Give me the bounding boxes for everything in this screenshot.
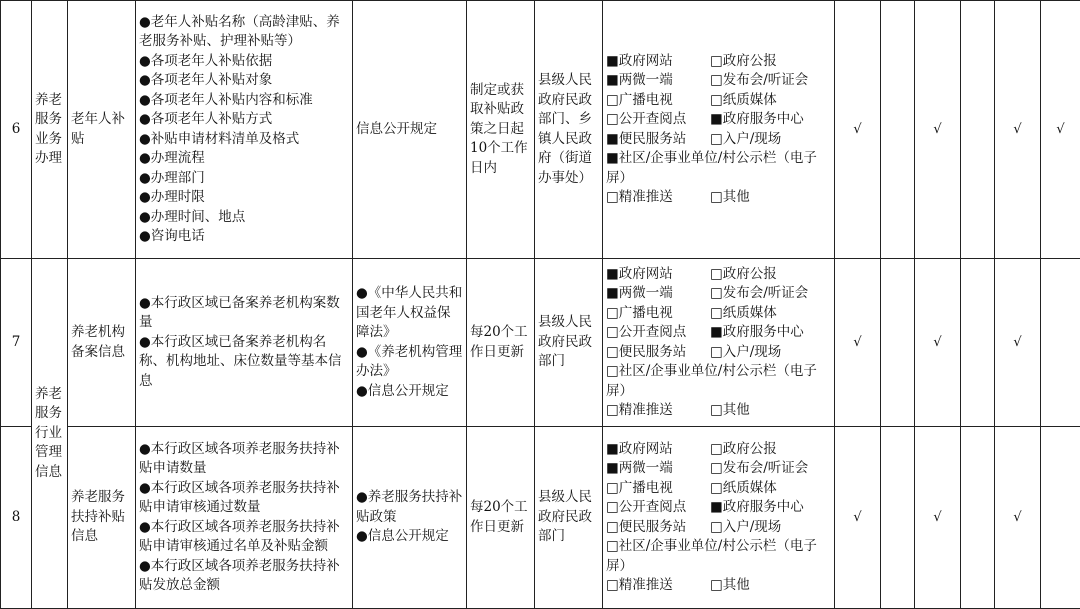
channel-option: ■两微一端 — [606, 284, 710, 304]
content-line: ●本行政区域已备案养老机构名称、机构地址、床位数量等基本信息 — [139, 333, 349, 392]
category-cell: 养老服务行业管理信息 — [32, 259, 68, 609]
check-cell: √ — [995, 1, 1041, 259]
subject-cell: 县级人民政府民政部门、乡镇人民政府（街道办事处） — [535, 1, 603, 259]
channel-option: ■政府网站 — [606, 265, 710, 285]
row-number: 8 — [1, 427, 32, 609]
content-line: ●各项老年人补贴依据 — [139, 52, 349, 72]
time-limit-cell: 制定或获取补贴政策之日起10个工作日内 — [467, 1, 535, 259]
check-cell: √ — [835, 259, 881, 427]
content-line: ●补贴申请材料清单及格式 — [139, 130, 349, 150]
check-cell — [961, 427, 995, 609]
channel-option: □政府公报 — [710, 265, 831, 285]
subject-cell: 县级人民政府民政部门 — [535, 259, 603, 427]
content-line: ●本行政区域各项养老服务扶持补贴发放总金额 — [139, 557, 349, 596]
item-cell: 养老服务扶持补贴信息 — [68, 427, 136, 609]
channel-option: □精准推送 — [606, 576, 710, 596]
item-cell: 老年人补贴 — [68, 1, 136, 259]
basis-line: ●《中华人民共和国老年人权益保障法》 — [356, 284, 463, 343]
channel-option: □公开查阅点 — [606, 110, 710, 130]
channel-option: □政府公报 — [710, 440, 831, 460]
channel-option: □入户/现场 — [710, 130, 831, 150]
channel-option: □便民服务站 — [606, 343, 710, 363]
check-cell — [1041, 427, 1080, 609]
category-cell: 养老服务业务办理 — [32, 1, 68, 259]
content-line: ●本行政区域各项养老服务扶持补贴申请审核通过数量 — [139, 479, 349, 518]
check-cell: √ — [835, 427, 881, 609]
check-cell: √ — [915, 259, 961, 427]
time-limit-cell: 每20个工作日更新 — [467, 427, 535, 609]
check-cell — [881, 259, 915, 427]
basis-line: ●《养老机构管理办法》 — [356, 343, 463, 382]
channel-option: □纸质媒体 — [710, 91, 831, 111]
channel-option: ■政府服务中心 — [710, 110, 831, 130]
table-row — [1, 427, 1080, 609]
channels-cell — [603, 427, 835, 609]
channel-option: ■政府网站 — [606, 440, 710, 460]
channel-option: ■两微一端 — [606, 459, 710, 479]
channels-cell — [603, 259, 835, 427]
content-cell — [136, 427, 353, 609]
content-line: ●本行政区域各项养老服务扶持补贴申请审核通过名单及补贴金额 — [139, 518, 349, 557]
check-cell — [1041, 259, 1080, 427]
content-line: ●各项老年人补贴对象 — [139, 71, 349, 91]
content-line: ●办理部门 — [139, 169, 349, 189]
check-cell — [961, 259, 995, 427]
check-cell: √ — [915, 1, 961, 259]
content-line: ●各项老年人补贴方式 — [139, 110, 349, 130]
check-cell — [961, 1, 995, 259]
channel-option: □其他 — [710, 188, 831, 208]
item-cell: 养老机构备案信息 — [68, 259, 136, 427]
channel-option: □广播电视 — [606, 91, 710, 111]
content-cell — [136, 259, 353, 427]
basis-line: 信息公开规定 — [356, 120, 463, 140]
content-line: ●咨询电话 — [139, 227, 349, 247]
check-cell — [881, 1, 915, 259]
check-cell: √ — [835, 1, 881, 259]
channel-option: ■两微一端 — [606, 71, 710, 91]
channel-option: □便民服务站 — [606, 518, 710, 538]
channel-option: □其他 — [710, 576, 831, 596]
basis-cell — [353, 1, 467, 259]
check-cell: √ — [1041, 1, 1080, 259]
channel-option: □发布会/听证会 — [710, 71, 831, 91]
channel-option: ■社区/企事业单位/村公示栏（电子屏） — [606, 149, 831, 188]
content-line: ●办理时间、地点 — [139, 208, 349, 228]
channel-option: ■政府服务中心 — [710, 323, 831, 343]
channel-option: ■便民服务站 — [606, 130, 710, 150]
check-cell: √ — [915, 427, 961, 609]
channels-cell — [603, 1, 835, 259]
channel-option: □纸质媒体 — [710, 304, 831, 324]
channel-option: □发布会/听证会 — [710, 284, 831, 304]
channel-option: □公开查阅点 — [606, 498, 710, 518]
table-row — [1, 1, 1080, 259]
channel-option: □广播电视 — [606, 304, 710, 324]
channel-option: □社区/企事业单位/村公示栏（电子屏） — [606, 362, 831, 401]
basis-line: ●养老服务扶持补贴政策 — [356, 488, 463, 527]
content-line: ●办理流程 — [139, 149, 349, 169]
channel-option: □精准推送 — [606, 188, 710, 208]
channel-option: □政府公报 — [710, 52, 831, 72]
check-cell: √ — [995, 427, 1041, 609]
channel-option: ■政府服务中心 — [710, 498, 831, 518]
row-number: 6 — [1, 1, 32, 259]
basis-line: ●信息公开规定 — [356, 527, 463, 547]
check-cell: √ — [995, 259, 1041, 427]
subject-cell: 县级人民政府民政部门 — [535, 427, 603, 609]
basis-cell — [353, 427, 467, 609]
content-cell — [136, 1, 353, 259]
channel-option: □公开查阅点 — [606, 323, 710, 343]
channel-option: □精准推送 — [606, 401, 710, 421]
basis-line: ●信息公开规定 — [356, 382, 463, 402]
channel-option: □发布会/听证会 — [710, 459, 831, 479]
time-limit-cell: 每20个工作日更新 — [467, 259, 535, 427]
channel-option: □入户/现场 — [710, 518, 831, 538]
channel-option: □入户/现场 — [710, 343, 831, 363]
row-number: 7 — [1, 259, 32, 427]
table-row — [1, 259, 1080, 427]
channel-option: □社区/企事业单位/村公示栏（电子屏） — [606, 537, 831, 576]
content-line: ●办理时限 — [139, 188, 349, 208]
basis-cell — [353, 259, 467, 427]
content-line: ●本行政区域已备案养老机构案数量 — [139, 294, 349, 333]
channel-option: □纸质媒体 — [710, 479, 831, 499]
check-cell — [881, 427, 915, 609]
content-line: ●各项老年人补贴内容和标准 — [139, 91, 349, 111]
content-line: ●老年人补贴名称（高龄津贴、养老服务补贴、护理补贴等） — [139, 13, 349, 52]
content-line: ●本行政区域各项养老服务扶持补贴申请数量 — [139, 440, 349, 479]
channel-option: □广播电视 — [606, 479, 710, 499]
channel-option: ■政府网站 — [606, 52, 710, 72]
channel-option: □其他 — [710, 401, 831, 421]
